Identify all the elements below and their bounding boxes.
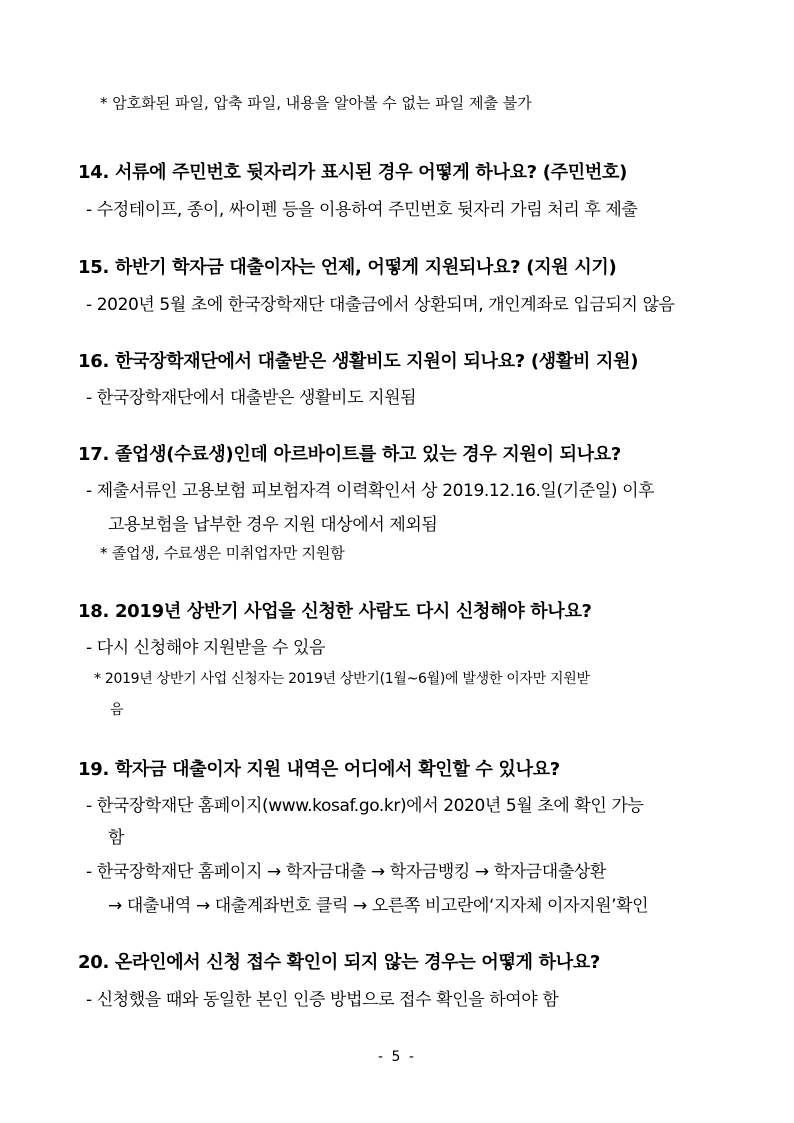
- question-16: 16. 한국장학재단에서 대출받은 생활비도 지원이 되나요? (생활비 지원): [78, 351, 639, 372]
- question-19: 19. 학자금 대출이자 지원 내역은 어디에서 확인할 수 있나요?: [78, 759, 560, 780]
- answer-19-line-2: 함: [108, 828, 125, 848]
- answer-19-line-3: - 한국장학재단 홈페이지 → 학자금대출 → 학자금뱅킹 → 학자금대출상환: [86, 862, 606, 882]
- note-17: * 졸업생, 수료생은 미취업자만 지원함: [100, 544, 345, 562]
- answer-20: - 신청했을 때와 동일한 본인 인증 방법으로 접수 확인을 하여야 함: [86, 990, 559, 1010]
- answer-17-line-2: 고용보험을 납부한 경우 지원 대상에서 제외됨: [108, 515, 438, 535]
- question-17: 17. 졸업생(수료생)인데 아르바이트를 하고 있는 경우 지원이 되나요?: [78, 444, 622, 465]
- note-18-line-2: 음: [110, 702, 124, 718]
- note-18-line-1: * 2019년 상반기 사업 신청자는 2019년 상반기(1월~6월)에 발생한 이자만 지원받: [94, 671, 590, 687]
- answer-14: - 수정테이프, 종이, 싸이펜 등을 이용하여 주민번호 뒷자리 가림 처리 후 제출: [86, 200, 638, 220]
- answer-19-line-4: → 대출내역 → 대출계좌번호 클릭 → 오른쪽 비고란에‘지자체 이자지원’확인: [108, 896, 649, 916]
- answer-15: - 2020년 5월 초에 한국장학재단 대출금에서 상환되며, 개인계좌로 입금되지 않음: [86, 295, 675, 315]
- answer-17-line-1: - 제출서류인 고용보험 피보험자격 이력확인서 상 2019.12.16.일(기준일) 이후: [86, 481, 655, 501]
- top-note: * 암호화된 파일, 압축 파일, 내용을 알아볼 수 없는 파일 제출 불가: [100, 94, 532, 112]
- answer-18: - 다시 신청해야 지원받을 수 있음: [86, 638, 326, 658]
- page-number: - 5 -: [378, 1049, 416, 1065]
- question-15: 15. 하반기 학자금 대출이자는 언제, 어떻게 지원되나요? (지원 시기): [78, 257, 617, 278]
- question-18: 18. 2019년 상반기 사업을 신청한 사람도 다시 신청해야 하나요?: [78, 601, 592, 622]
- question-20: 20. 온라인에서 신청 접수 확인이 되지 않는 경우는 어떻게 하나요?: [78, 952, 601, 973]
- answer-19-line-1: - 한국장학재단 홈페이지(www.kosaf.go.kr)에서 2020년 5월 초에 확인 가능: [86, 796, 644, 816]
- question-14: 14. 서류에 주민번호 뒷자리가 표시된 경우 어떻게 하나요? (주민번호): [78, 162, 627, 183]
- answer-16: - 한국장학재단에서 대출받은 생활비도 지원됨: [86, 388, 417, 408]
